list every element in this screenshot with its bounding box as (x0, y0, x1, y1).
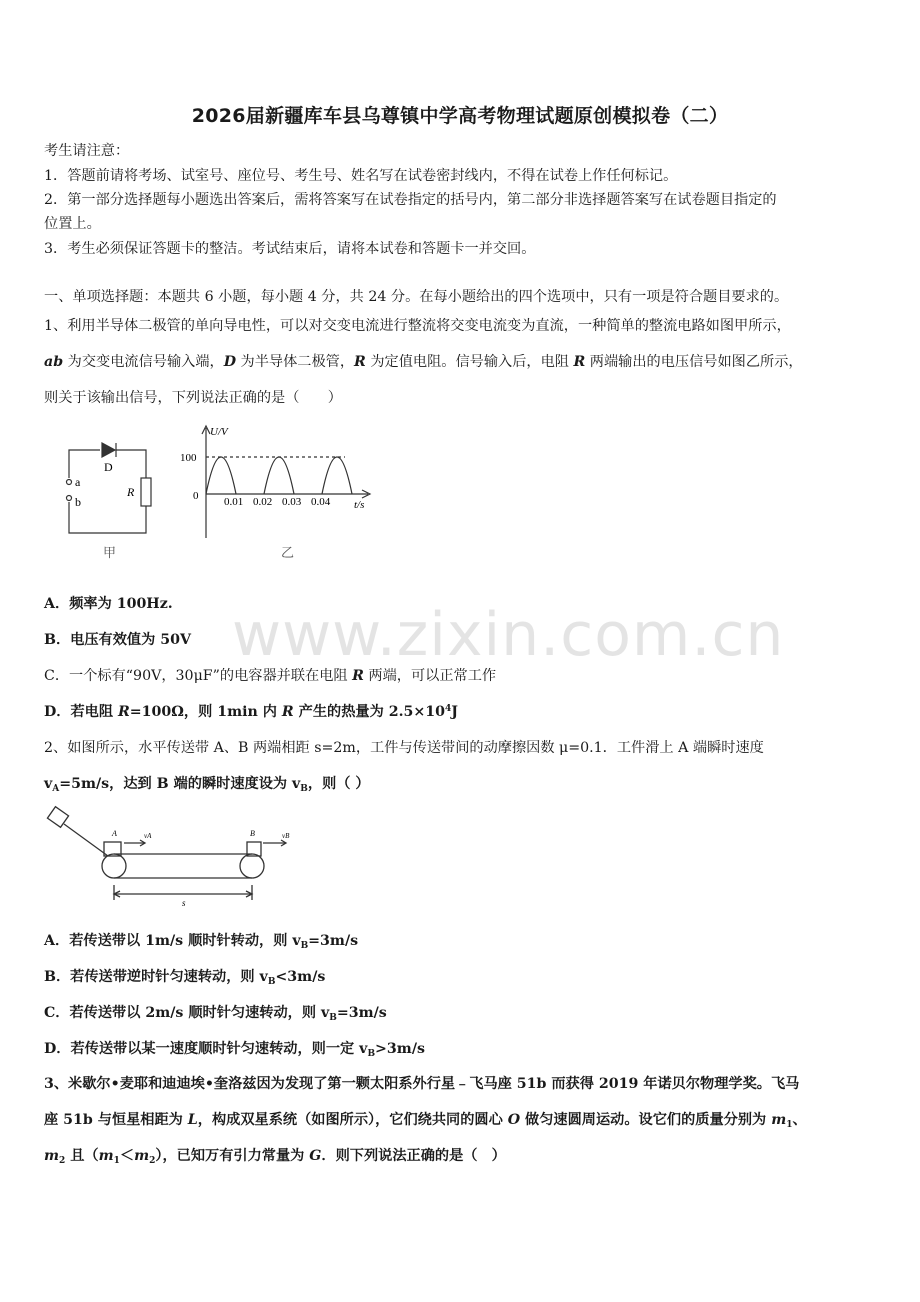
page-title: 2026届新疆库车县乌尊镇中学高考物理试题原创模拟卷（二） (191, 105, 729, 127)
q2-line-1: 2、如图所示，水平传送带 A、B 两端相距 s=2m，工件与传送带间的动摩擦因数 μ=0.1．工件滑上 A 端瞬时速度 (44, 740, 764, 756)
q2-option-b: B．若传送带逆时针匀速转动，则 $v_B<3m/s$ (44, 969, 326, 987)
q1-option-d: D．若电阻 R=100Ω，则 1min 内 R 产生的热量为 $2.5\times 10^4J$ (44, 704, 459, 720)
diode-label: D (104, 460, 113, 474)
q2-line-2: $v_A=5m/s$，达到 B 端的瞬时速度设为 $v_B$，则（ ） (44, 776, 370, 794)
terminal-b-label: b (75, 495, 81, 509)
q2-option-d: D．若传送带以某一速度顺时针匀速转动，则一定 $v_B>3m/s$ (44, 1041, 425, 1059)
notice-item-1: 1．答题前请将考场、试室号、座位号、考生号、姓名写在试卷密封线内，不得在试卷上作任何标记。 (44, 168, 678, 184)
watermark: www.zixin.com.cn (232, 600, 785, 670)
q1-line-3: 则关于该输出信号，下列说法正确的是（ ） (44, 390, 342, 406)
q2-option-a: A．若传送带以 1m/s 顺时针转动，则 $v_B=3m/s$ (44, 933, 359, 951)
q1-line-1: 1、利用半导体二极管的单向导电性，可以对交变电流进行整流将交变电流变为直流，一种简单的整流电路如图甲所示， (44, 318, 791, 334)
x-tick-4: 0.04 (311, 496, 331, 508)
q2-option-c: C．若传送带以 2m/s 顺时针匀速转动，则 $v_B=3m/s$ (44, 1005, 387, 1023)
q1-option-a: A．频率为 100Hz. (44, 596, 173, 612)
notice-item-2-cont: 位置上。 (44, 216, 101, 232)
x-tick-2: 0.02 (253, 496, 273, 508)
velocity-a-label: vA (144, 832, 152, 840)
q1-option-c: C．一个标有“90V，30μF”的电容器并联在电阻 R 两端，可以正常工作 (44, 668, 497, 684)
q1-figure (60, 420, 390, 570)
notice-item-3: 3．考生必须保证答题卡的整洁。考试结束后，请将本试卷和答题卡一并交回。 (44, 241, 536, 257)
q3-line-1: 3、米歇尔•麦耶和迪迪埃•奎洛兹因为发现了第一颗太阳系外行星﹣飞马座 51b 而获得 2019 年诺贝尔物理学奖。飞马 (44, 1076, 800, 1092)
x-tick-1: 0.01 (224, 496, 244, 508)
distance-s-label: s (182, 898, 186, 908)
section-1-heading: 一、单项选择题：本题共 6 小题，每小题 4 分，共 24 分。在每小题给出的四个选项中，只有一项是符合题目要求的。 (44, 289, 789, 305)
figure-jia-caption: 甲 (103, 545, 117, 560)
x-tick-3: 0.03 (282, 496, 302, 508)
q3-line-3: $m_2$ 且$(m_1<m_2)$，已知万有引力常量为 G．则下列说法正确的是（ ） (44, 1148, 506, 1166)
figure-yi-caption: 乙 (281, 545, 295, 560)
voltage-graph (202, 426, 370, 538)
point-a-label: A (112, 829, 117, 838)
q1-option-b: B．电压有效值为 50V (44, 632, 191, 648)
velocity-b-label: vB (282, 832, 290, 840)
y-tick-100: 100 (180, 452, 197, 464)
q1-line-2: ab 为交变电流信号输入端，D 为半导体二极管，R 为定值电阻。信号输入后，电阻 R 两端输出的电压信号如图乙所示， (44, 354, 803, 370)
notice-item-2: 2．第一部分选择题每小题选出答案后，需将答案写在试卷指定的括号内，第二部分非选择题答案写在试卷题目指定的 (44, 192, 777, 208)
q3-line-2: 座 51b 与恒星相距为 L，构成双星系统（如图所示），它们绕共同的圆心 O 做匀速圆周运动。设它们的质量分别为 $m_1$、 (44, 1112, 807, 1130)
resistor-label: R (127, 485, 135, 499)
origin-label: 0 (193, 490, 199, 502)
terminal-a-label: a (75, 475, 81, 489)
y-axis-label: U/V (210, 426, 228, 438)
point-b-label: B (250, 829, 255, 838)
q2-conveyor-figure (44, 800, 314, 912)
notice-heading: 考生请注意： (44, 143, 130, 159)
x-axis-label: t/s (354, 499, 365, 511)
